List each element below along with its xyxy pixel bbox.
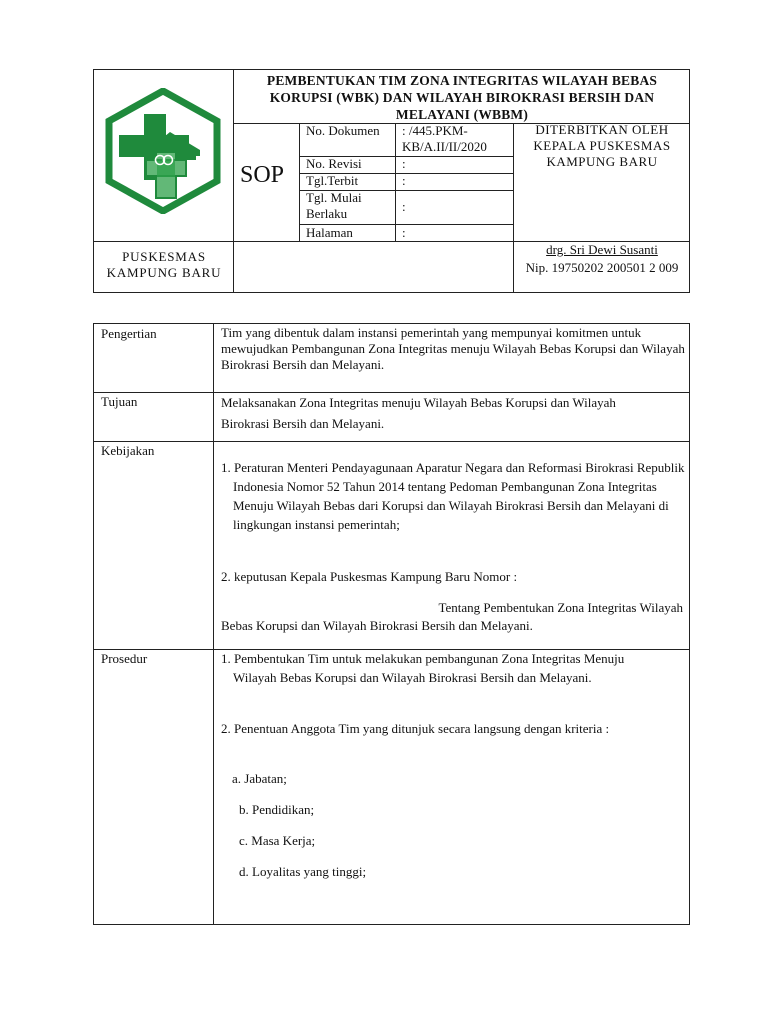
procedure-table <box>93 323 690 925</box>
criteria-item-c: c. Masa Kerja; <box>239 833 316 848</box>
signatory-name: drg. Sri Dewi Susanti <box>546 242 658 257</box>
header-table <box>93 69 690 293</box>
puskesmas-logo <box>100 88 226 214</box>
section-label-kebijakan: Kebijakan <box>101 443 155 458</box>
kebijakan-item-2-cont-a: Tentang Pembentukan Zona Integritas Wilayah <box>438 600 683 615</box>
field-value-tgl-terbit: : <box>402 173 406 188</box>
field-label-halaman: Halaman <box>306 225 353 240</box>
signatory-nip: Nip. 19750202 200501 2 009 <box>525 260 679 275</box>
field-label-no-revisi: No. Revisi <box>306 156 362 171</box>
prosedur-item-2: 2. Penentuan Anggota Tim yang ditunjuk secara langsung dengan kriteria : <box>221 721 610 736</box>
section-text-tujuan: Melaksanakan Zona Integritas menuju Wilayah Bebas Korupsi dan Wilayah Birokrasi Bersih dan Melayani. <box>221 395 616 431</box>
field-label-tgl-mulai: Tgl. Mulai Berlaku <box>306 190 362 221</box>
kebijakan-item-2-cont-b: Bebas Korupsi dan Wilayah Birokrasi Bersih dan Melayani. <box>221 618 533 633</box>
field-value-no-revisi: : <box>402 156 406 171</box>
logo-hexagon-icon <box>100 88 226 214</box>
sop-label: SOP <box>240 162 285 188</box>
organization-name: PUSKESMAS KAMPUNG BARU <box>106 249 222 280</box>
section-label-prosedur: Prosedur <box>101 651 148 666</box>
document-title: PEMBENTUKAN TIM ZONA INTEGRITAS WILAYAH BEBAS KORUPSI (WBK) DAN WILAYAH BIROKRASI BERSIH DAN MELAYANI (WBBM) <box>266 73 658 122</box>
field-value-tgl-mulai: : <box>402 199 406 214</box>
criteria-item-d: d. Loyalitas yang tinggi; <box>239 864 367 879</box>
kebijakan-item-1: 1. Peraturan Menteri Pendayagunaan Aparatur Negara dan Reformasi Birokrasi Republik Indonesia Nomor 52 Tahun 2014 tentang Pedoman Pembangunan Zona Integritas Menuju Wilayah Bebas dari Korupsi dan Wilayah Birokrasi Bersih dan Melayani di lingkungan instansi pemerintah; <box>221 460 685 532</box>
criteria-item-a: a. Jabatan; <box>232 771 287 786</box>
section-label-pengertian: Pengertian <box>101 326 157 341</box>
field-value-no-dokumen: : /445.PKM-KB/A.II/II/2020 <box>402 123 487 154</box>
issuer-text: DITERBITKAN OLEH KEPALA PUSKESMAS KAMPUNG BARU <box>533 122 671 169</box>
field-label-no-dokumen: No. Dokumen <box>306 123 380 138</box>
kebijakan-item-2: 2. keputusan Kepala Puskesmas Kampung Baru Nomor : <box>221 569 518 584</box>
section-text-pengertian: Tim yang dibentuk dalam instansi pemerintah yang mempunyai komitmen untuk mewujudkan Pembangunan Zona Integritas menuju Wilayah Bebas Korupsi dan Wilayah Birokrasi Bersih dan Melayani. <box>221 325 685 372</box>
prosedur-item-1: 1. Pembentukan Tim untuk melakukan pembangunan Zona Integritas Menuju Wilayah Bebas Korupsi dan Wilayah Birokrasi Bersih dan Melayani. <box>221 651 625 685</box>
field-label-tgl-terbit: Tgl.Terbit <box>306 173 359 188</box>
section-label-tujuan: Tujuan <box>101 394 138 409</box>
criteria-item-b: b. Pendidikan; <box>239 802 315 817</box>
field-value-halaman: : <box>402 225 406 240</box>
